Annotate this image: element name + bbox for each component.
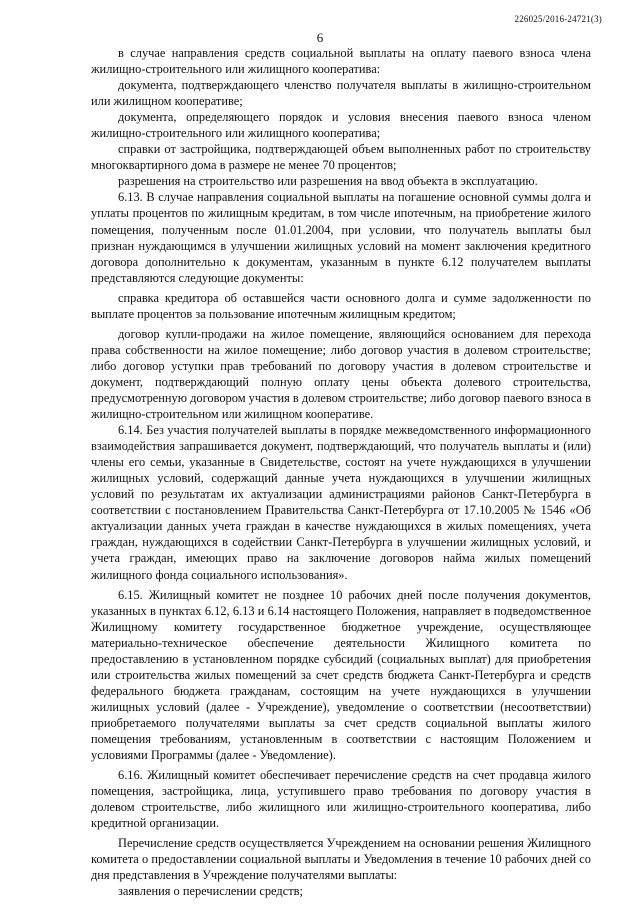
paragraph: договор купли-продажи на жилое помещение, являющийся основанием для перехода права собственности на жилое помещение; либо договор участия в долевом строительстве; либо договор уступки прав требований по договору участия в долевом строительстве и документ, подтверждающий полную оплату цены объекта долевого строительства, предусмотренную договором участия в долевом строительстве; либо договор паевого взноса в жилищно-строительном или жилищном кооперативе. xyxy=(91,326,591,422)
paragraph-section-6-13: 6.13. В случае направления социальной выплаты на погашение основной суммы долга и уплаты процентов по жилищным кредитам, в том числе ипотечным, на приобретение жилого помещения, полученным после 01.01.2004, при условии, что получатель выплаты был признан нуждающимся в улучшении жилищных условий на момент заключения кредитного договора дополнительно к документам, указанным в пункте 6.12 получателем выплаты представляются следующие документы: xyxy=(91,190,591,285)
paragraph: документа, определяющего порядок и условия внесения паевого взноса членом жилищно-строительного или жилищного кооператива; xyxy=(91,110,591,141)
paragraph-section-6-15: 6.15. Жилищный комитет не позднее 10 рабочих дней после получения документов, указанных в пунктах 6.12, 6.13 и 6.14 настоящего Положения, направляет в подведомственное Жилищному комитету государственное бюджетное учреждение, осуществляющее материально-техническое обеспечение деятельности Жилищного комитета по предоставлению в установленном порядке субсидий (социальных выплат) для приобретения или строительства жилых помещений за счет средств бюджета Санкт-Петербурга и средств федерального бюджета гражданам, состоящим на учете нуждающихся в улучшении жилищных условий (далее - Учреждение), уведомление о соответствии (несоответствии) приобретаемого получателями выплаты за счет средств социальной выплаты жилого помещения требованиям, установленным в соответствии с настоящим Положением и условиями Программы (далее - Уведомление). xyxy=(91,587,591,763)
document-id: 226025/2016-24721(3) xyxy=(514,14,602,24)
paragraph-section-6-16: 6.16. Жилищный комитет обеспечивает перечисление средств на счет продавца жилого помещения, застройщика, лица, уступившего право требования по договору участия в долевом строительстве, либо жилищного или жилищно-строительного кооператива, либо кредитной организации. xyxy=(91,768,591,831)
paragraph: документа, подтверждающего членство получателя выплаты в жилищно-строительном или жилищном кооперативе; xyxy=(91,78,591,109)
paragraph-section-6-14: 6.14. Без участия получателей выплаты в порядке межведомственного информационного взаимодействия запрашивается документ, подтверждающий, что получатель выплаты и (или) члены его семьи, указанные в Свидетельстве, состоят на учете нуждающихся в улучшении жилищных условий, содержащий данные учета нуждающихся в улучшении жилищных условий по результатам их актуализации администрациями районов Санкт-Петербурга в соответствии с постановлением Правительства Санкт-Петербурга от 17.10.2005 № 1546 «Об актуализации данных учета граждан в качестве нуждающихся в жилых помещениях, учета граждан, нуждающихся в содействии Санкт-Петербурга в улучшении жилищных условий, и учета граждан, имеющих право на заключение договоров найма жилых помещений жилищного фонда социального использования». xyxy=(91,423,591,582)
paragraph: разрешения на строительство или разрешения на ввод объекта в эксплуатацию. xyxy=(118,174,538,189)
document-body xyxy=(91,45,591,899)
paragraph: справки от застройщика, подтверждающей объем выполненных работ по строительству многоквартирного дома в размере не менее 70 процентов; xyxy=(91,142,591,173)
page-number: 6 xyxy=(316,30,324,45)
paragraph: Перечисление средств осуществляется Учреждением на основании решения Жилищного комитета о предоставлении социальной выплаты и Уведомления в течение 10 рабочих дней со дня представления в Учреждение получателями выплаты: xyxy=(91,836,591,883)
paragraph: заявления о перечислении средств; xyxy=(118,884,303,899)
paragraph: в случае направления средств социальной выплаты на оплату паевого взноса члена жилищно-строительного или жилищного кооператива: xyxy=(91,46,591,77)
paragraph: справка кредитора об оставшейся части основного долга и сумме задолженности по выплате процентов за пользование ипотечным жилищным кредитом; xyxy=(91,290,591,321)
